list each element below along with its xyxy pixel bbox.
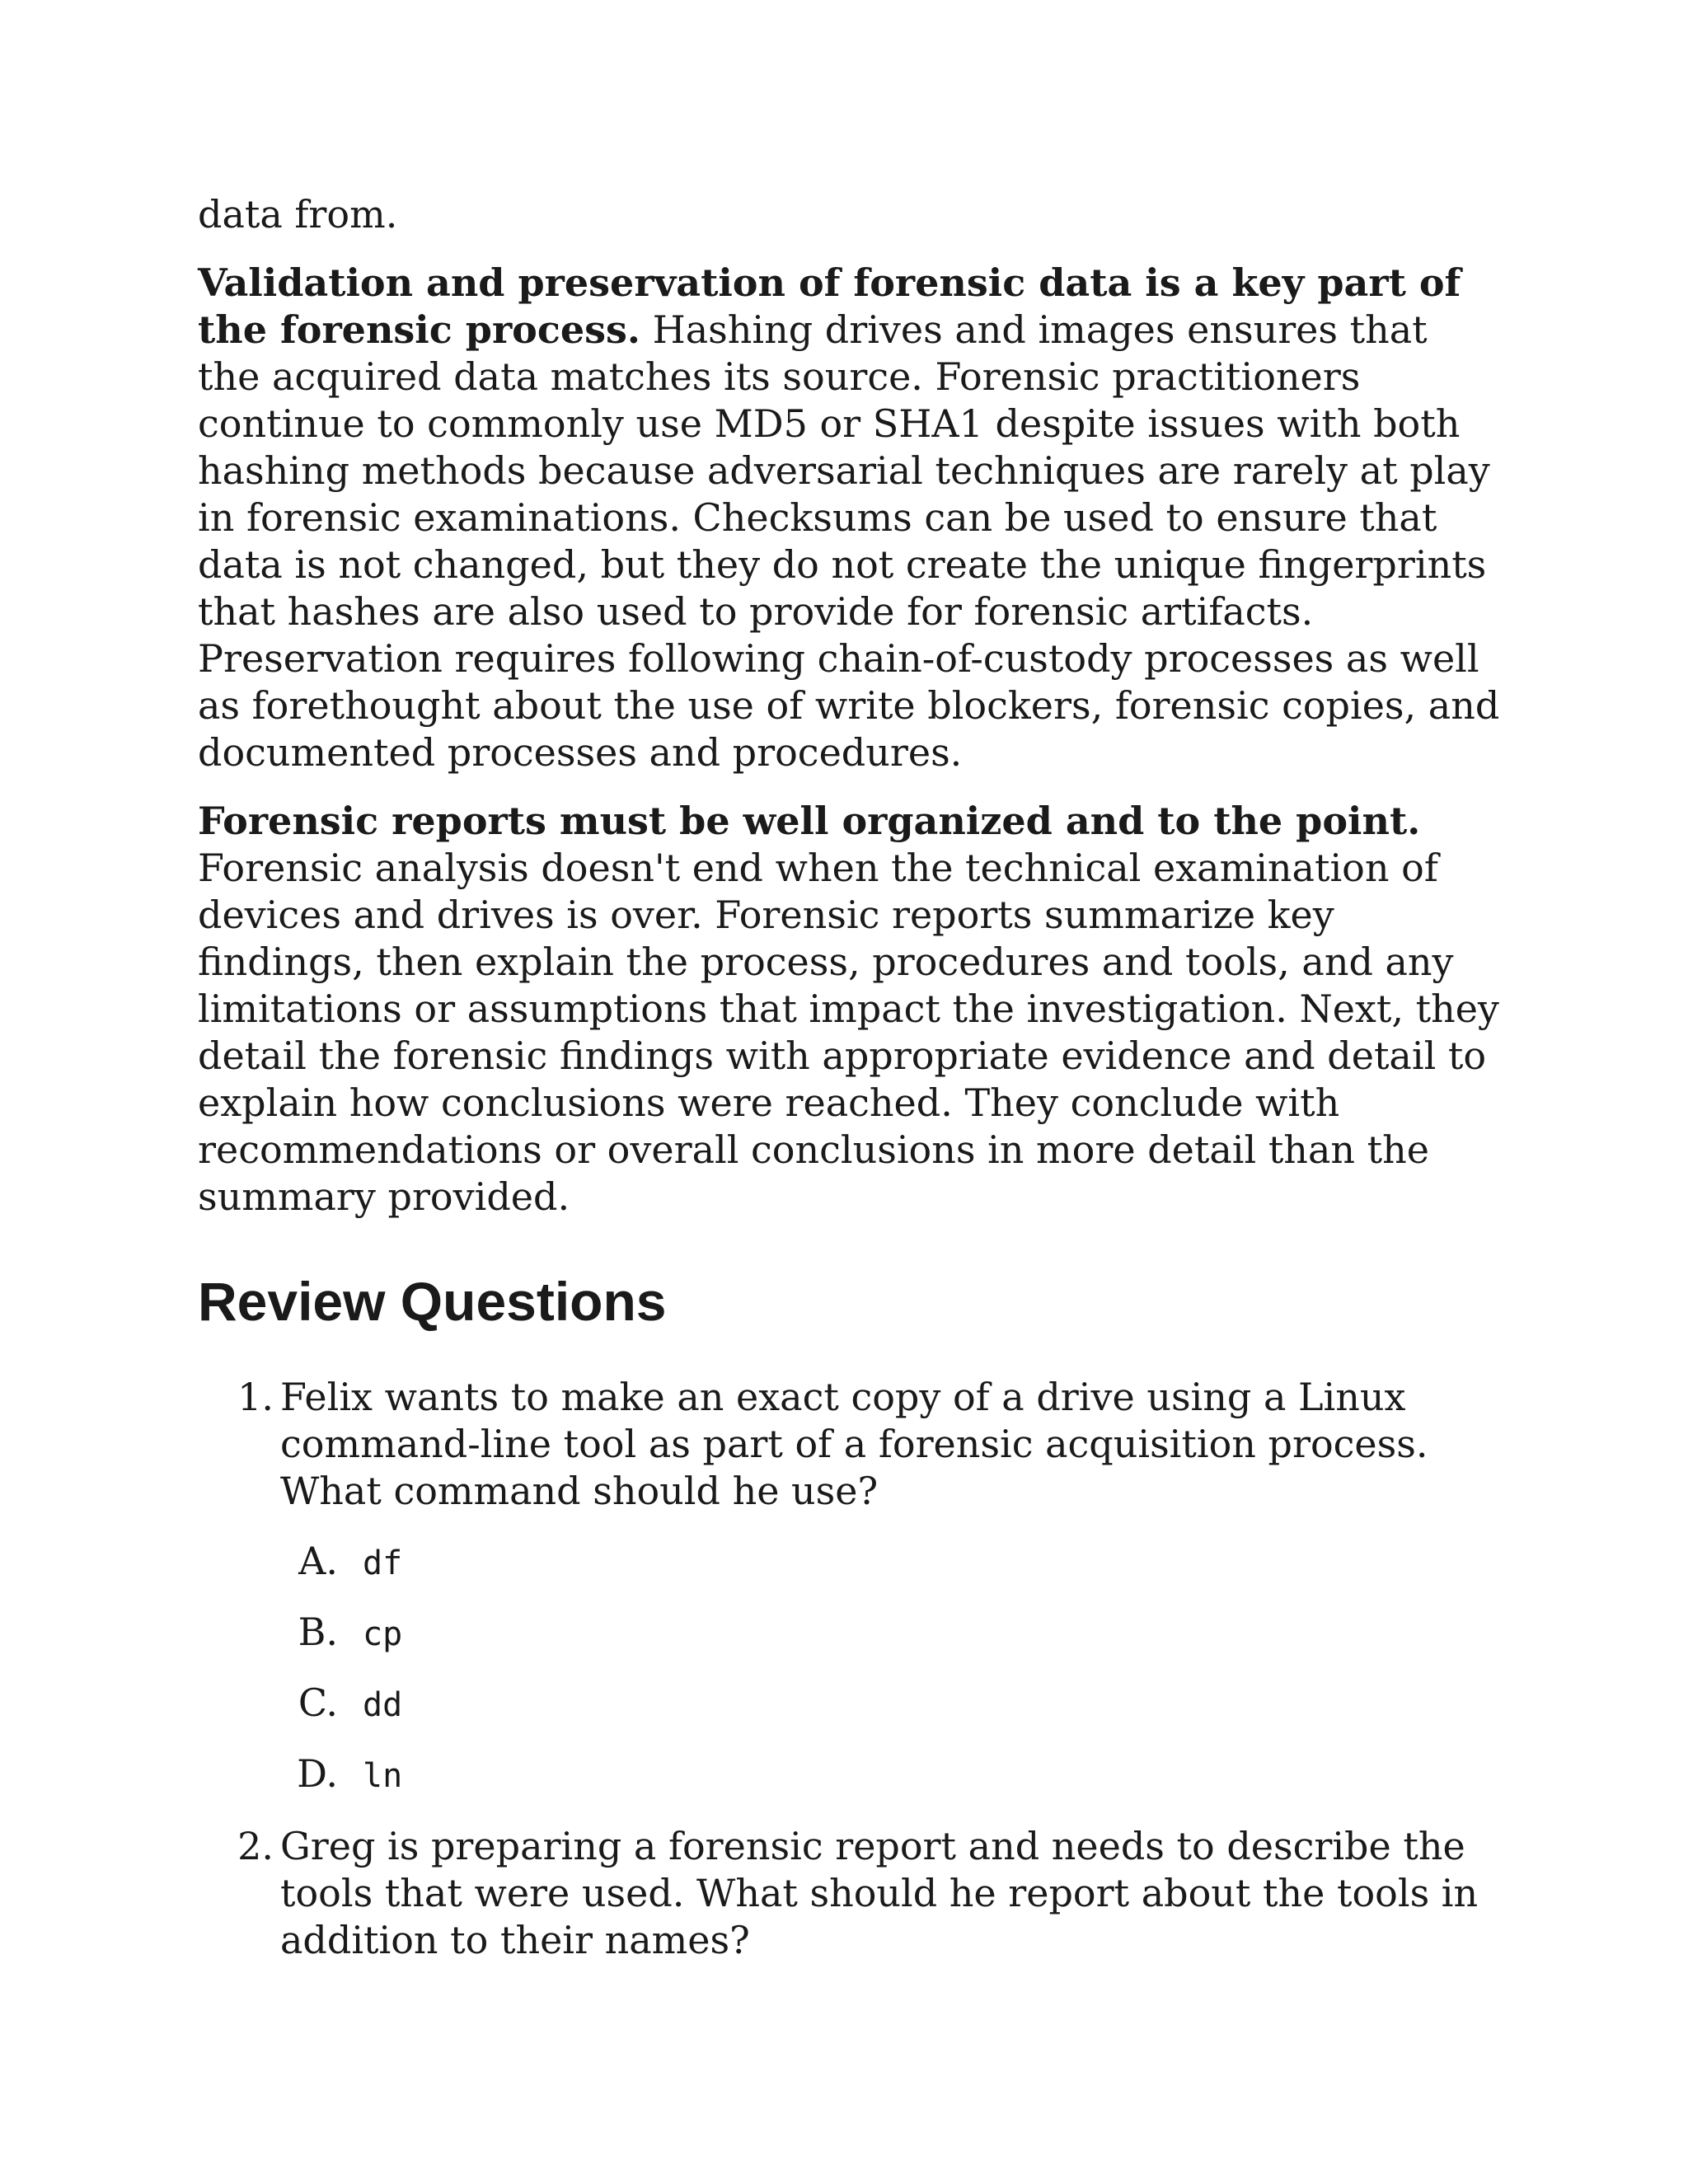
answer-letter: B. xyxy=(298,1610,338,1654)
answer-option xyxy=(280,1609,1500,1658)
question-number: 1. xyxy=(237,1375,274,1419)
question-item xyxy=(198,1374,1500,1800)
answer-option xyxy=(280,1538,1500,1587)
summary-body-text: Forensic analysis doesn't end when the technical examination of devices and drives is over. Forensic reports summarize key findings, then explain the process, procedures and tools, and any limitations or assumptions that impact the investigation. Next, they detail the forensic findings with appropriate evidence and detail to explain how conclusions were reached. They conclude with recommendations or overall conclusions in more detail than the summary provided. xyxy=(198,846,1499,1219)
question-text: Greg is preparing a forensic report and needs to describe the tools that were used. What should he report about the tools in addition to their names? xyxy=(280,1824,1479,1962)
answer-option xyxy=(280,1680,1500,1729)
answer-options xyxy=(280,1538,1500,1800)
answer-command: ln xyxy=(363,1757,403,1795)
document-page xyxy=(198,191,1500,1987)
answer-letter: C. xyxy=(298,1680,338,1725)
summary-paragraph-validation xyxy=(198,260,1500,776)
answer-letter: D. xyxy=(297,1751,338,1796)
answer-command: dd xyxy=(363,1686,403,1724)
summary-bold-lead: Forensic reports must be well organized and to the point. xyxy=(198,799,1421,843)
review-questions-list xyxy=(198,1374,1500,1964)
question-item xyxy=(198,1823,1500,1964)
question-text: Felix wants to make an exact copy of a drive using a Linux command-line tool as part of a forensic acquisition process. What command should he use? xyxy=(280,1375,1428,1513)
answer-letter: A. xyxy=(298,1539,338,1583)
summary-body-text: Hashing drives and images ensures that the acquired data matches its source. Forensic practitioners continue to commonly use MD5 or SHA1 despite issues with both hashing methods because adversarial techniques are rarely at play in forensic examinations. Checksums can be used to ensure that data is not changed, but they do not create the unique fingerprints that hashes are also used to provide for forensic artifacts. Preservation requires following chain-of-custody processes as well as forethought about the use of write blockers, forensic copies, and documented processes and procedures. xyxy=(198,307,1500,775)
summary-paragraph-reports xyxy=(198,798,1500,1221)
summary-bold-lead: Validation and preservation of forensic data is a key part of the forensic process. xyxy=(198,260,1461,352)
answer-command: cp xyxy=(363,1615,403,1653)
intro-fragment: data from. xyxy=(198,192,398,237)
review-questions-heading: Review Questions xyxy=(198,1271,667,1332)
answer-command: df xyxy=(363,1544,403,1582)
answer-option xyxy=(280,1750,1500,1800)
question-number: 2. xyxy=(237,1824,274,1868)
